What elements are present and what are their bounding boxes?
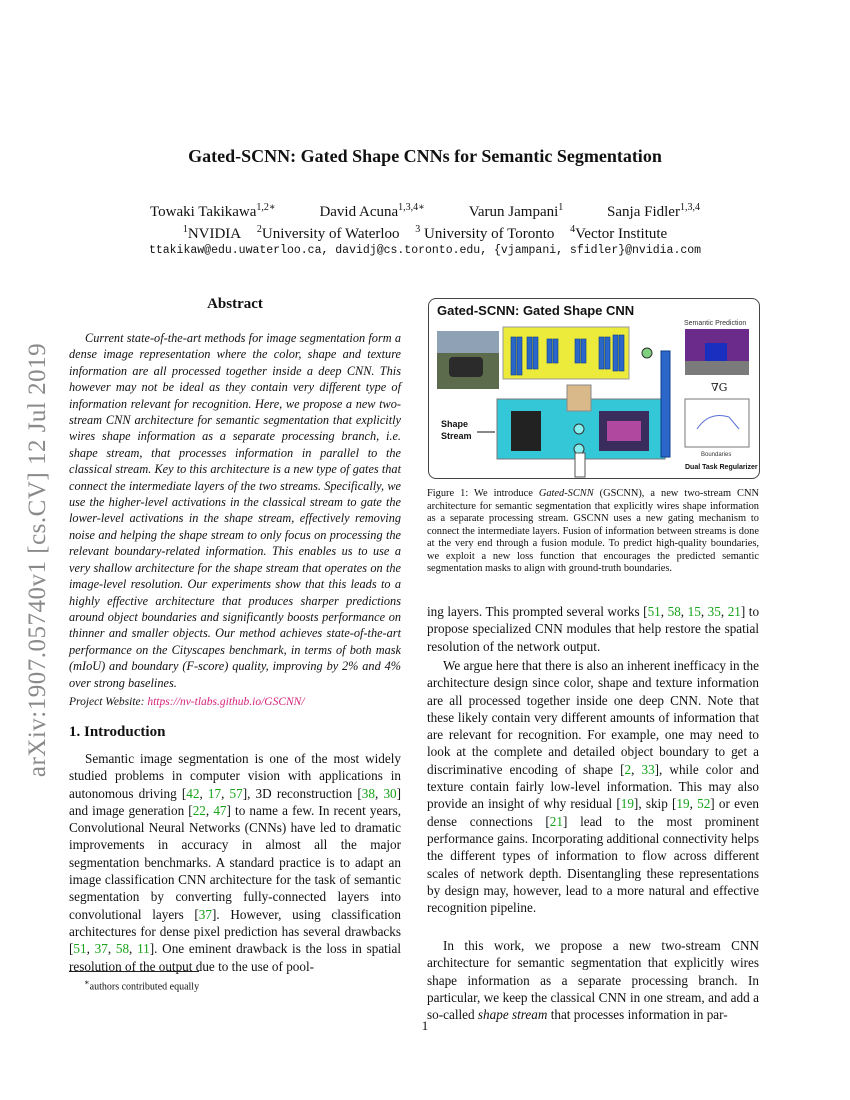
citation-link[interactable]: 52 [697, 796, 711, 812]
figure-1 [428, 298, 760, 479]
author: David Acuna$^{1,3,4∗}$ [319, 202, 425, 220]
regularizer-label: Dual Task Regularizer [685, 464, 758, 471]
citation-link[interactable]: 37 [198, 906, 212, 922]
shape-stream-label-1: Shape [441, 419, 469, 429]
citation-link[interactable]: 51 [647, 604, 661, 619]
citation-link[interactable]: 17 [207, 785, 222, 801]
citation-link[interactable]: 30 [383, 785, 397, 801]
author-emails: ttakikaw@edu.uwaterloo.ca, davidj@cs.toronto.edu, {vjampani, sfidler}@nvidia.com [148, 244, 702, 257]
citation-link[interactable]: 21 [549, 813, 563, 829]
intro-heading: 1. Introduction [69, 724, 166, 740]
author: Varun Jampani$^1$ [468, 202, 564, 220]
boundaries-label: Boundaries [701, 452, 732, 458]
affiliations [0, 221, 850, 243]
boundary-map [685, 399, 749, 447]
citation-link[interactable]: 19 [676, 796, 690, 812]
citation-link[interactable]: 22 [192, 802, 206, 818]
citation-link[interactable]: 21 [727, 604, 741, 619]
citation-link[interactable]: 33 [641, 761, 655, 777]
author: Towaki Takikawa$^{1,2∗}$ [150, 202, 276, 220]
citation-link[interactable]: 19 [620, 796, 634, 812]
figure-caption: Figure 1: We introduce Gated-SCNN (GSCNN), a new two-stream CNN architecture for semantic segmentation that explicitly wires shape information as a separate processing stream. GSCNN uses a new gating mechanism to connect the intermediate layers. Fusion of information between streams is done at the very end through a fusion module. To predict high-quality boundaries, we exploit a new loss function that encourages the predicted semantic segmentation masks to align with ground-truth boundaries. [427, 488, 759, 574]
intro-paragraph: Semantic image segmentation is one of the most widely studied problems in computer vision with applications in autonomous driving [42, 17, 57], 3D reconstruction [38, 30] and image generation [22, 47] to name a few. In recent years, Convolutional Neural Networks (CNNs) have led to dramatic improvements in accuracy in almost all the major segmentation benchmarks. A standard practice is to adapt an image classification CNN architecture for the task of semantic segmentation by converting fully-connected layers into convolutional layers [37]. However, using classification architectures for dense pixel prediction has several drawbacks [51, 37, 58, 11]. One eminent drawback is the loss in spatial resolution of the output due to the use of pool- [69, 751, 402, 974]
project-website: Project Website: https://nv-tlabs.github.io/GSCNN/ [69, 696, 305, 708]
citation-link[interactable]: 47 [213, 802, 227, 818]
paragraph: We argue here that there is also an inherent inefficacy in the architecture design since color, shape and texture information are all processed together inside one deep CNN. Note that these likely contain very different amounts of information that are relevant for recognition. For example, one may need to look at the complete and detailed object boundary to get a discriminative encoding of shape [2, 33], while color and texture contain fairly low-level information. This may also provide an insight of why residual [19], skip [19, 52] or even dense connections [21] lead to the most prominent performance gains. Incorporating additional connectivity helps the different types of information to flow across different scales of network depth. Disentangling these representations by design may, however, lead to a more natural and effective recognition pipeline. [427, 658, 760, 916]
footnote: ∗authors contributed equally [84, 978, 200, 993]
paragraph: ing layers. This prompted several works [51, 58, 15, 35, 21] to propose specialized CNN modules that help restore the spatial resolution of the network output. [427, 604, 760, 654]
citation-link[interactable]: 15 [687, 604, 701, 619]
citation-link[interactable]: 51 [73, 941, 87, 957]
affiliation: $^2$University of Waterloo [256, 224, 400, 242]
affiliation: $^4$Vector Institute [570, 224, 668, 242]
footnote-divider [69, 971, 199, 972]
affiliation: $^3$ University of Toronto [415, 224, 555, 242]
citation-link[interactable]: 2 [624, 761, 632, 777]
semantic-prediction-label: Semantic Prediction [684, 320, 747, 327]
author-list [0, 199, 850, 243]
citation-link[interactable]: 58 [667, 604, 681, 619]
citation-link[interactable]: 35 [707, 604, 721, 619]
figure-title: Gated-SCNN: Gated Shape CNN [437, 303, 635, 318]
affiliation: $^1$NVIDIA [182, 224, 242, 242]
author-names [0, 199, 850, 221]
page-number: 1 [421, 1018, 429, 1033]
project-link[interactable]: https://nv-tlabs.github.io/GSCNN/ [147, 696, 305, 708]
shape-stream-label-2: Stream [441, 431, 472, 441]
paragraph: In this work, we propose a new two-stream CNN architecture for semantic segmentation that explicitly wires shape information as a separate processing branch. In particular, we keep the classical CNN in one stream, and add a so-called shape stream that processes information in par- [427, 938, 759, 1023]
citation-link[interactable]: 11 [137, 941, 150, 957]
citation-link[interactable]: 37 [94, 941, 108, 957]
abstract-body: Current state-of-the-art methods for image segmentation form a dense image representation where the color, shape and texture information are all processed together inside a deep CNN. This however may not be ideal as they contain very different type of information relevant for recognition. Here, we propose a new two-stream CNN architecture for semantic segmentation that explicitly wires shape information as a separate processing branch, i.e. shape stream, that processes information in parallel to the classical stream. Key to this architecture is a new type of gates that connect the intermediate layers of the two streams. Specifically, we use the higher-level activations in the classical stream to gate the lower-level activations in the shape stream, effectively removing noise and helping the shape stream to only focus on processing the relevant boundary-related information. This enables us to use a very shallow architecture for the shape stream that operates on the image-level resolution. Our experiments show that this leads to a highly effective architecture that produces sharper predictions around object boundaries and significantly boosts performance on thinner and smaller objects. Our method achieves state-of-the-art performance on the Cityscapes benchmark, in terms of both mask (mIoU) and boundary (F-score) quality, improving by 2% and 4% over strong baselines. [69, 331, 401, 690]
architecture-diagram [429, 299, 759, 478]
author: Sanja Fidler$^{1,3,4}$ [607, 202, 700, 220]
citation-link[interactable]: 57 [229, 785, 243, 801]
arxiv-id: arXiv:1907.05740v1 [cs.CV] 12 Jul 2019 [24, 342, 51, 778]
citation-link[interactable]: 38 [361, 785, 375, 801]
gradient-label: ∇G [711, 381, 728, 394]
abstract-heading: Abstract [207, 296, 263, 312]
paper-title: Gated-SCNN: Gated Shape CNNs for Semantic Segmentation [188, 146, 662, 166]
citation-link[interactable]: 58 [115, 941, 130, 957]
citation-link[interactable]: 42 [186, 785, 200, 801]
